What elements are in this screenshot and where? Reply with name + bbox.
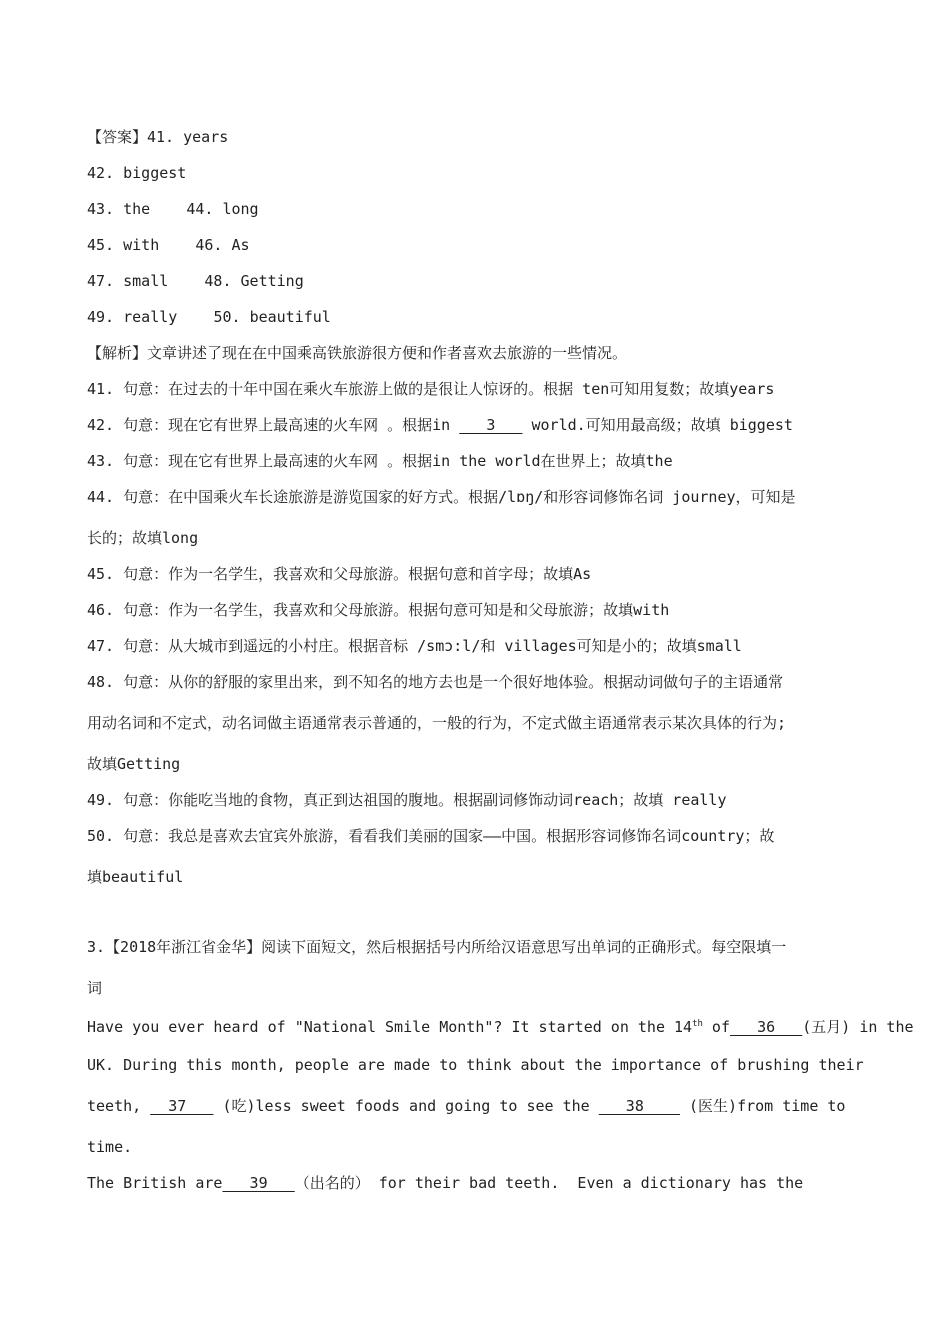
answer-line-45-46	[87, 235, 250, 255]
blank-39[interactable]: 39	[222, 1174, 295, 1192]
answer-number: 42.	[87, 164, 115, 182]
answer-number: 44.	[186, 200, 214, 218]
blank-3: 3	[459, 416, 523, 434]
passage-text: (五月) in the	[802, 1018, 914, 1036]
passage-text: teeth,	[87, 1097, 151, 1115]
answer-word: beautiful	[249, 308, 331, 326]
analysis-42	[87, 415, 793, 435]
analysis-45: 45. 句意：作为一名学生，我喜欢和父母旅游。根据句意和首字母；故填As	[87, 565, 592, 583]
answer-word: biggest	[123, 164, 187, 182]
analysis-47: 47. 句意：从大城市到遥远的小村庄。根据音标 /smɔ:l/和 villages可知是小的；故填small	[87, 637, 742, 655]
answer-number: 45.	[87, 236, 115, 254]
analysis-44-line1: 44. 句意：在中国乘火车长途旅游是游览国家的好方式。根据/lɒŋ/和形容词修饰名词 journey，可知是	[87, 488, 796, 506]
superscript: th	[692, 1019, 703, 1029]
analysis-48-line1: 48. 句意：从你的舒服的家里出来，到不知名的地方去也是一个很好地体验。根据动词做句子的主语通常	[87, 673, 784, 691]
answer-word: really	[123, 308, 178, 326]
passage-line-5	[87, 1173, 803, 1193]
answer-number: 49.	[87, 308, 115, 326]
question-3-title-end: 词	[87, 979, 103, 997]
passage-line-4: time.	[87, 1138, 133, 1156]
question-3-title: 3.【2018年浙江省金华】阅读下面短文，然后根据括号内所给汉语意思写出单词的正确形式。每空限填一	[87, 938, 787, 956]
analysis-48-line3: 故填Getting	[87, 755, 181, 773]
passage-line-2: UK. During this month, people are made to think about the importance of brushing their	[87, 1056, 864, 1074]
passage-text: (吃)less sweet foods and going to see the	[213, 1097, 599, 1115]
answer-word: small	[123, 272, 169, 290]
analysis-44-line2: 长的；故填long	[87, 529, 199, 547]
analysis-46: 46. 句意：作为一名学生，我喜欢和父母旅游。根据句意可知是和父母旅游；故填with	[87, 601, 670, 619]
passage-text: （出名的） for their bad teeth. Even a dictionary has the	[294, 1174, 804, 1192]
analysis-42-text-end: world.可知用最高级；故填 biggest	[522, 416, 793, 434]
analysis-43: 43. 句意：现在它有世界上最高速的火车网 。根据in the world在世界上；故填the	[87, 452, 673, 470]
answer-word: As	[231, 236, 250, 254]
passage-line-1	[87, 1014, 914, 1037]
passage-line-3	[87, 1096, 845, 1116]
blank-38[interactable]: 38	[598, 1097, 680, 1115]
analysis-41: 41. 句意：在过去的十年中国在乘火车旅游上做的是很让人惊讶的。根据 ten可知用复数；故填years	[87, 380, 775, 398]
answer-number: 48.	[204, 272, 232, 290]
answer-number: 50.	[213, 308, 241, 326]
analysis-49: 49. 句意：你能吃当地的食物，真正到达祖国的腹地。根据副词修饰动词reach；故填 really	[87, 791, 727, 809]
answer-word: the	[123, 200, 151, 218]
answer-number: 47.	[87, 272, 115, 290]
analysis-50-line1: 50. 句意：我总是喜欢去宜宾外旅游，看看我们美丽的国家——中国。根据形容词修饰名词country；故	[87, 827, 775, 845]
analysis-heading: 【解析】文章讲述了现在在中国乘高铁旅游很方便和作者喜欢去旅游的一些情况。	[87, 344, 628, 362]
answer-line-43-44	[87, 199, 259, 219]
answer-line-42	[87, 163, 186, 183]
answer-word: with	[123, 236, 160, 254]
answer-line-49-50	[87, 307, 331, 327]
blank-37[interactable]: 37	[150, 1097, 214, 1115]
passage-text: Have you ever heard of "National Smile Month"? It started on the 14	[87, 1018, 693, 1036]
answer-word: long	[222, 200, 259, 218]
answer-word: Getting	[240, 272, 304, 290]
blank-36[interactable]: 36	[730, 1018, 803, 1036]
analysis-42-text: 42. 句意：现在它有世界上最高速的火车网 。根据in	[87, 416, 460, 434]
answer-number: 43.	[87, 200, 115, 218]
passage-text: of	[702, 1018, 730, 1036]
answer-intro: 【答案】41. years	[87, 128, 229, 146]
passage-text: (医生)from time to	[679, 1097, 846, 1115]
analysis-48-line2: 用动名词和不定式，动名词做主语通常表示普通的，一般的行为，不定式做主语通常表示某次具体的行为;	[87, 714, 787, 732]
passage-text: The British are	[87, 1174, 223, 1192]
answer-number: 46.	[195, 236, 223, 254]
analysis-50-line2: 填beautiful	[87, 868, 184, 886]
answer-line-47-48	[87, 271, 304, 291]
